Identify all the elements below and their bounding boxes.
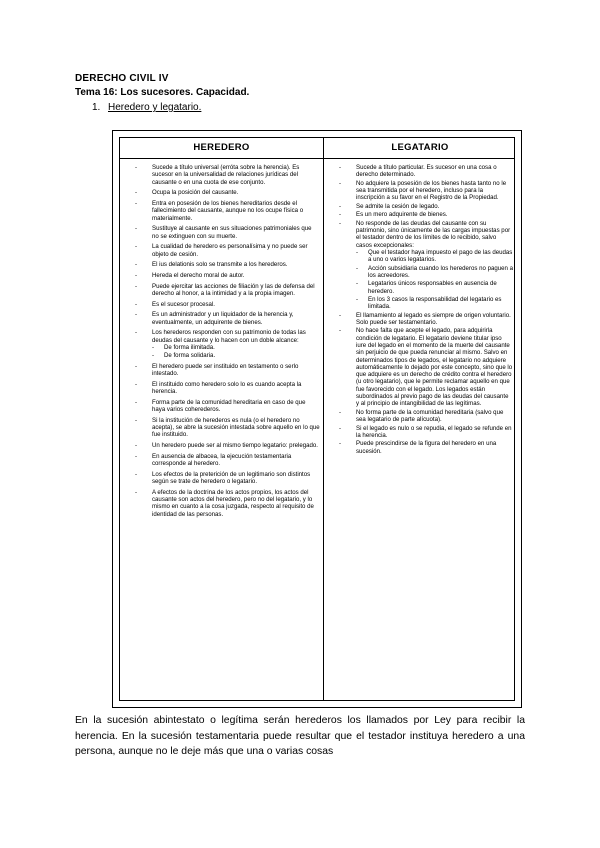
legatario-item-text: No hace falta que acepte el legado, para adquirirla condición de legatario. El legatario deviene titular ipso iure del legado en el momento de la muerte del causante sin perjuicio de que pueda renunciar al mismo. Salvo en determinados tipos de legados, el legatario no adquiere automáticamente lo dejado por este concepto, sino que lo que adquiere es un derecho de crédito contra el heredero (u otro legatario), que le permite reclamar aquello en que fue favorecido con el legado. Los legados están subordinados al previo pago de las deudas del causante y al principio de intangibilidad de las legítimas. [356, 327, 513, 408]
heredero-item-text: Forma parte de la comunidad hereditaria en caso de que haya varios coherederos. [152, 398, 306, 414]
legatario-item [338, 440, 513, 455]
legatario-column [338, 164, 513, 456]
heredero-list [134, 164, 320, 518]
heredero-item-text: Es el sucesor procesal. [152, 300, 215, 308]
heredero-item-text: Es un administrador y un liquidador de la herencia y, eventualmente, un adquirente de bienes. [152, 311, 294, 326]
heredero-item [134, 442, 320, 449]
heredero-item [134, 243, 320, 258]
heredero-subitem: - De forma solidaria. [152, 352, 320, 359]
legatario-item-text: No forma parte de la comunidad hereditaria (salvo que sea legatario de parte alícuota). [356, 408, 504, 424]
heredero-item-text: Ocupa la posición del causante. [152, 189, 239, 197]
heredero-item-text: A efectos de la doctrina de los actos propios, los actos del causante son actos del heredero, pero no del legatario, y lo mismo en cuanto a la cosa juzgada, respecto al requisito de identidad de las personas. [152, 488, 314, 518]
legatario-item [338, 180, 513, 202]
heredero-item [134, 311, 320, 326]
body-paragraph: En la sucesión abintestato o legítima serán herederos los llamados por Ley para recibir la herencia. En la sucesión testamentaria puede resultar que el testador instituya heredero a una persona, aunque no le deje más que una o varias cosas [75, 715, 525, 757]
legatario-item-text: Puede prescindirse de la figura del heredero en una sucesión. [356, 440, 497, 455]
heredero-item [134, 272, 320, 279]
section-number: 1. [92, 102, 101, 113]
heredero-sublist [152, 344, 320, 360]
comparison-table [119, 137, 515, 701]
heredero-item [134, 381, 320, 396]
legatario-subitem: - Que el testador haya impuesto el pago de las deudas a uno o varios legatarios. [356, 249, 513, 264]
legatario-item [338, 211, 513, 218]
heredero-item [134, 329, 320, 359]
legatario-column-header: LEGATARIO [391, 142, 449, 153]
heredero-column [134, 164, 320, 521]
topic-title: Tema 16: Los sucesores. Capacidad. [75, 87, 250, 98]
legatario-item-text: Si el legado es nulo o se repudia, el legado se refunde en la herencia. [356, 424, 512, 439]
legatario-item-text: El llamamiento al legado es siempre de origen voluntario. Solo puede ser testamentario. [356, 311, 511, 326]
legatario-item [338, 425, 513, 440]
heredero-item [134, 189, 320, 196]
legatario-sublist [356, 249, 513, 310]
heredero-item [134, 363, 320, 378]
heredero-item [134, 471, 320, 486]
heredero-item-text: Los efectos de la preterición de un legitimario son distintos según se trate de heredero o legatario. [152, 470, 311, 486]
legatario-list [338, 164, 513, 455]
heredero-subitem: - De forma ilimitada. [152, 344, 320, 351]
comparison-table-frame [112, 130, 522, 708]
section-heading [92, 102, 201, 113]
heredero-item [134, 261, 320, 268]
heredero-item [134, 417, 320, 439]
header-divider [120, 158, 514, 159]
section-title: Heredero y legatario. [108, 102, 202, 113]
heredero-item-text: La cualidad de heredero es personalísima y no puede ser objeto de cesión. [152, 243, 308, 258]
legatario-item-text: Sucede a título particular. Es sucesor en una cosa o derecho determinado. [356, 164, 497, 179]
legatario-subitem: - Legatarios únicos responsables en ausencia de heredero. [356, 280, 513, 295]
legatario-subitem: - Acción subsidiaria cuando los herederos no paguen a los acreedores. [356, 265, 513, 280]
heredero-item [134, 399, 320, 414]
heredero-item [134, 200, 320, 222]
heredero-item-text: En ausencia de albacea, la ejecución testamentaria corresponde al heredero. [152, 452, 292, 468]
legatario-item [338, 203, 513, 210]
heredero-item-text: Puede ejercitar las acciones de filiación y las de defensa del derecho al honor, a la intimidad y a la propia imagen. [152, 282, 315, 297]
heredero-item [134, 301, 320, 308]
heredero-item-text: Un heredero puede ser al mismo tiempo legatario: prelegado. [152, 442, 318, 450]
heredero-item [134, 225, 320, 240]
heredero-item [134, 164, 320, 186]
legatario-item-text: No responde de las deudas del causante con su patrimonio, sino únicamente de las cargas impuestas por el testador dentro de los límites de lo recibido, salvo casos excepcionales: [356, 219, 511, 249]
legatario-item [338, 220, 513, 311]
legatario-item [338, 164, 513, 179]
column-divider [323, 138, 324, 700]
legatario-item [338, 327, 513, 407]
heredero-item-text: El heredero puede ser instituido en testamento o serlo intestado. [152, 362, 299, 378]
heredero-item-text: El instituido como heredero solo lo es cuando acepta la herencia. [152, 380, 302, 396]
legatario-item-text: No adquiere la posesión de los bienes hasta tanto no le sea transmitida por el heredero, incluso para la inscripción a su favor en el Registro de la Propiedad. [356, 179, 507, 202]
legatario-item-text: Se admite la cesión de legado. [356, 202, 440, 210]
heredero-item [134, 453, 320, 468]
legatario-item [338, 409, 513, 424]
heredero-item [134, 489, 320, 518]
heredero-item-text: Sucede a título universal (erróta sobre la herencia). Es sucesor en la universalidad de relaciones jurídicas del causante o en una cuota de ese conjunto. [152, 164, 300, 186]
heredero-item-text: Hereda el derecho moral de autor. [152, 271, 245, 279]
heredero-item [134, 283, 320, 298]
heredero-item-text: Si la institución de herederos es nula (o el heredero no acepta), se abre la sucesión intestada sobre aquello en lo que fue instituido. [152, 416, 320, 439]
legatario-item-text: Es un mero adquirente de bienes. [356, 211, 448, 219]
course-title: DERECHO CIVIL IV [75, 73, 169, 84]
heredero-item-text: Entra en posesión de los bienes hereditarios desde el fallecimiento del causante, aunque no los ocupe física o materialmente. [152, 199, 304, 222]
heredero-item-text: Sustituye al causante en sus situaciones patrimoniales que no se extinguen con su muerte. [152, 225, 312, 240]
legatario-subitem: - En los 3 casos la responsabilidad del legatario es limitada. [356, 296, 513, 311]
heredero-item-text: Los herederos responden con su patrimonio de todas las deudas del causante y lo hacen con un doble alcance: [152, 329, 306, 344]
heredero-column-header: HEREDERO [193, 142, 250, 153]
heredero-item-text: El ius delationis solo se transmite a los herederos. [152, 261, 288, 269]
legatario-item [338, 312, 513, 327]
